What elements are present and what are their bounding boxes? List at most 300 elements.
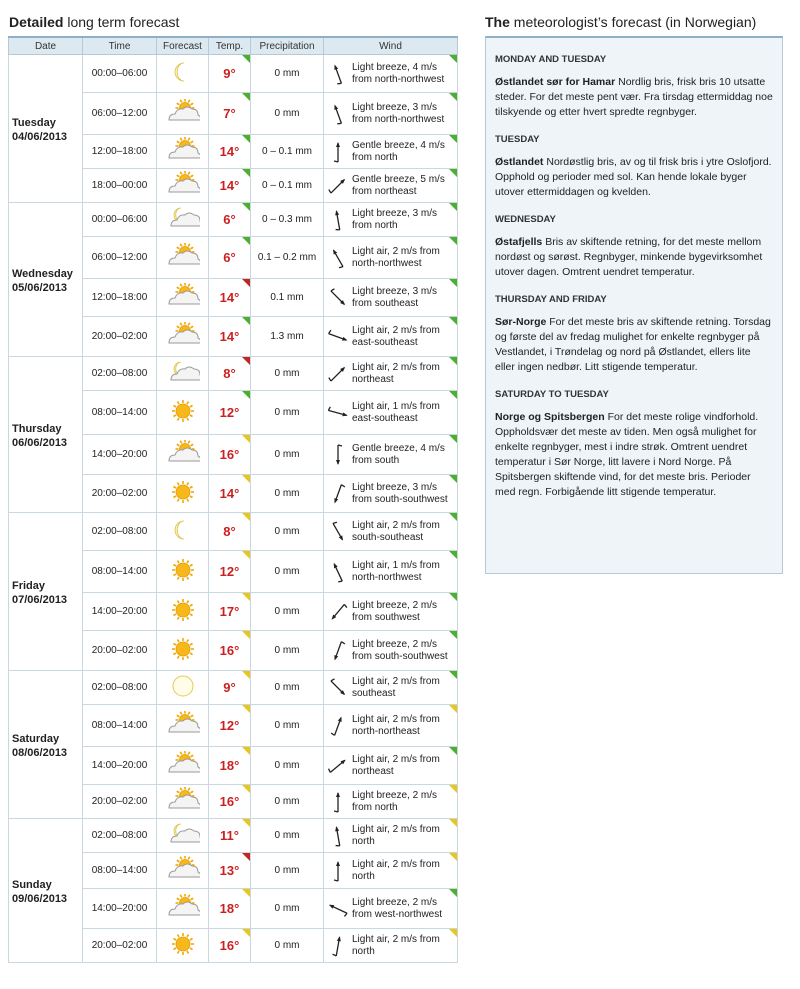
sun-icon [166, 597, 200, 623]
detailed-forecast-panel [8, 14, 457, 963]
wind-description: Light air, 2 m/s from north [352, 823, 440, 847]
wind-indicator-triangle [449, 929, 457, 937]
wind-indicator-triangle [449, 475, 457, 483]
section-text [495, 410, 773, 500]
wind-arrow [324, 208, 352, 232]
sun-icon [166, 398, 200, 424]
forecast-icon-cell [157, 671, 209, 705]
wind-cell [324, 237, 458, 279]
time-cell: 08:00–14:00 [83, 391, 157, 435]
forecast-icon-cell [157, 435, 209, 475]
precipitation-cell: 1.3 mm [251, 317, 324, 357]
wind-indicator-triangle [449, 169, 457, 177]
section-text [495, 235, 773, 280]
precipitation-cell: 0 mm [251, 475, 324, 513]
wind-wrap [324, 174, 457, 198]
wind-arrow [324, 140, 352, 164]
temperature-indicator-triangle [242, 391, 250, 399]
wind-description: Light air, 2 m/s from north-northeast [352, 713, 440, 737]
section-place: Østlandet [495, 156, 544, 168]
temperature-cell [209, 593, 251, 631]
wind-direction-arrow-icon [326, 754, 350, 778]
day-date: 05/06/2013 [12, 282, 68, 294]
temperature-indicator-triangle [242, 135, 250, 143]
precipitation-cell: 0.1 – 0.2 mm [251, 237, 324, 279]
wind-arrow [324, 362, 352, 386]
temperature-value: 12° [219, 405, 240, 420]
wind-arrow [324, 639, 352, 663]
forecast-row [9, 819, 458, 853]
wind-indicator-triangle [449, 93, 457, 101]
precipitation-cell: 0 – 0.1 mm [251, 169, 324, 203]
day-name: Tuesday [12, 117, 56, 129]
section-heading: SATURDAY TO TUESDAY [495, 389, 609, 400]
precipitation-cell: 0 mm [251, 747, 324, 785]
detailed-forecast-title: Detailed long term forecast [9, 14, 180, 30]
precipitation-cell: 0 – 0.3 mm [251, 203, 324, 237]
forecast-icon-cell [157, 357, 209, 391]
section-text [495, 155, 773, 200]
wind-wrap [324, 754, 457, 778]
temperature-indicator-triangle [242, 435, 250, 443]
temperature-indicator-triangle [242, 279, 250, 287]
precipitation-cell: 0 mm [251, 889, 324, 929]
wind-cell [324, 435, 458, 475]
temperature-value: 14° [219, 329, 240, 344]
day-date: 08/06/2013 [12, 747, 68, 759]
temperature-cell [209, 169, 251, 203]
time-cell: 02:00–08:00 [83, 819, 157, 853]
sun-cloud-icon [166, 856, 200, 882]
date-cell [9, 819, 83, 963]
temperature-indicator-triangle [242, 671, 250, 679]
wind-direction-arrow-icon [326, 401, 350, 425]
header-date: Date [9, 37, 83, 55]
precipitation-cell: 0.1 mm [251, 279, 324, 317]
wind-indicator-triangle [449, 819, 457, 827]
date-cell [9, 203, 83, 357]
wind-description: Light breeze, 3 m/s from south-southwest [352, 481, 448, 505]
temperature-indicator-triangle [242, 203, 250, 211]
wind-wrap [324, 897, 457, 921]
wind-direction-arrow-icon [326, 62, 350, 86]
wind-indicator-triangle [449, 853, 457, 861]
forecast-icon-cell [157, 889, 209, 929]
section-place: Østafjells [495, 236, 543, 248]
forecast-row [9, 357, 458, 391]
wind-wrap [324, 246, 457, 270]
temperature-cell [209, 705, 251, 747]
wind-description: Light air, 1 m/s from north-northwest [352, 559, 440, 583]
forecast-icon-cell [157, 391, 209, 435]
forecast-icon-cell [157, 513, 209, 551]
wind-indicator-triangle [449, 357, 457, 365]
time-cell: 06:00–12:00 [83, 237, 157, 279]
wind-cell [324, 93, 458, 135]
temperature-value: 8° [223, 524, 236, 539]
wind-description: Light air, 2 m/s from northeast [352, 753, 440, 777]
forecast-row [9, 513, 458, 551]
temperature-indicator-triangle [242, 55, 250, 63]
temperature-value: 18° [219, 901, 240, 916]
wind-arrow [324, 600, 352, 624]
wind-direction-arrow-icon [326, 714, 350, 738]
temperature-indicator-triangle [242, 513, 250, 521]
header-forecast: Forecast [157, 37, 209, 55]
wind-description: Light air, 1 m/s from east-southeast [352, 400, 440, 424]
temperature-cell [209, 135, 251, 169]
forecast-icon-cell [157, 279, 209, 317]
wind-indicator-triangle [449, 671, 457, 679]
temperature-value: 13° [219, 863, 240, 878]
wind-indicator-triangle [449, 889, 457, 897]
temperature-indicator-triangle [242, 475, 250, 483]
time-cell: 00:00–06:00 [83, 203, 157, 237]
wind-description: Light air, 2 m/s from northeast [352, 361, 440, 385]
forecast-icon-cell [157, 55, 209, 93]
wind-cell [324, 279, 458, 317]
wind-cell [324, 203, 458, 237]
temperature-cell [209, 435, 251, 475]
sun-cloud-icon [166, 322, 200, 348]
sun-cloud-icon [166, 99, 200, 125]
wind-arrow [324, 676, 352, 700]
time-cell: 18:00–00:00 [83, 169, 157, 203]
precipitation-cell: 0 mm [251, 631, 324, 671]
wind-wrap [324, 824, 457, 848]
section-heading: THURSDAY AND FRIDAY [495, 294, 607, 305]
forecast-icon-cell [157, 785, 209, 819]
wind-description: Light air, 2 m/s from north-northwest [352, 245, 440, 269]
forecast-table-header [9, 37, 458, 55]
precipitation-cell: 0 mm [251, 593, 324, 631]
wind-cell [324, 135, 458, 169]
temperature-value: 6° [223, 212, 236, 227]
header-time: Time [83, 37, 157, 55]
temperature-cell [209, 357, 251, 391]
wind-wrap [324, 62, 457, 86]
time-cell: 14:00–20:00 [83, 747, 157, 785]
precipitation-cell: 0 mm [251, 55, 324, 93]
wind-cell [324, 705, 458, 747]
sun-cloud-icon [166, 283, 200, 309]
time-cell: 14:00–20:00 [83, 435, 157, 475]
forecast-icon-cell [157, 551, 209, 593]
temperature-indicator-triangle [242, 317, 250, 325]
precipitation-cell: 0 mm [251, 357, 324, 391]
wind-indicator-triangle [449, 705, 457, 713]
precipitation-cell: 0 mm [251, 671, 324, 705]
wind-indicator-triangle [449, 203, 457, 211]
forecast-row [9, 203, 458, 237]
wind-wrap [324, 140, 457, 164]
wind-wrap [324, 443, 457, 467]
wind-indicator-triangle [449, 513, 457, 521]
wind-cell [324, 357, 458, 391]
wind-cell [324, 317, 458, 357]
sun-cloud-icon [166, 440, 200, 466]
date-cell [9, 357, 83, 513]
temperature-cell [209, 785, 251, 819]
time-cell: 02:00–08:00 [83, 513, 157, 551]
temperature-indicator-triangle [242, 889, 250, 897]
date-cell [9, 55, 83, 203]
wind-arrow [324, 934, 352, 958]
wind-description: Light air, 2 m/s from north [352, 933, 440, 957]
sun-cloud-icon [166, 894, 200, 920]
wind-indicator-triangle [449, 747, 457, 755]
moon-cloud-icon [166, 821, 200, 847]
day-date: 07/06/2013 [12, 594, 68, 606]
temperature-indicator-triangle [242, 929, 250, 937]
forecast-icon-cell [157, 169, 209, 203]
precipitation-cell: 0 mm [251, 819, 324, 853]
header-wind: Wind [324, 37, 458, 55]
temperature-cell [209, 819, 251, 853]
time-cell: 12:00–18:00 [83, 279, 157, 317]
wind-description: Light breeze, 2 m/s from southwest [352, 599, 438, 623]
temperature-value: 18° [219, 758, 240, 773]
wind-indicator-triangle [449, 317, 457, 325]
section-heading: TUESDAY [495, 134, 540, 145]
sun-icon [166, 931, 200, 957]
wind-wrap [324, 560, 457, 584]
meteorologist-forecast-text [485, 36, 783, 574]
wind-direction-arrow-icon [326, 600, 350, 624]
temperature-cell [209, 391, 251, 435]
temperature-cell [209, 929, 251, 963]
section-body: For det meste bris av skiftende retning. Torsdag og første del av fredag mulighet for enkelte regnbyger på Vestlandet, i Trøndelag og nord på Østlandet, ellers lite eller ingen nedbør. Litt stigende temperatur. [495, 316, 771, 373]
sun-icon [166, 479, 200, 505]
forecast-icon-cell [157, 93, 209, 135]
wind-wrap [324, 639, 457, 663]
temperature-value: 16° [219, 794, 240, 809]
wind-description: Light breeze, 4 m/s from north-northwest [352, 61, 445, 85]
moon-icon [166, 517, 200, 543]
wind-wrap [324, 208, 457, 232]
forecast-icon-cell [157, 135, 209, 169]
wind-direction-arrow-icon [326, 174, 350, 198]
temperature-value: 12° [219, 718, 240, 733]
wind-wrap [324, 790, 457, 814]
wind-direction-arrow-icon [326, 639, 350, 663]
wind-wrap [324, 401, 457, 425]
temperature-indicator-triangle [242, 785, 250, 793]
day-date: 04/06/2013 [12, 131, 68, 143]
wind-cell [324, 551, 458, 593]
wind-cell [324, 929, 458, 963]
wind-arrow [324, 482, 352, 506]
temperature-indicator-triangle [242, 169, 250, 177]
section-text [495, 75, 773, 120]
temperature-value: 14° [219, 486, 240, 501]
section-body: Nordlig bris, frisk bris 10 utsatte steder. For det meste pent vær. Fra tirsdag ettermiddag noe tilskyende og etter hvert spredte regnbyger. [495, 76, 773, 118]
temperature-indicator-triangle [242, 237, 250, 245]
wind-arrow [324, 754, 352, 778]
temperature-cell [209, 747, 251, 785]
time-cell: 08:00–14:00 [83, 705, 157, 747]
wind-arrow [324, 62, 352, 86]
temperature-value: 7° [223, 106, 236, 121]
wind-description: Light breeze, 3 m/s from southeast [352, 285, 438, 309]
temperature-indicator-triangle [242, 93, 250, 101]
precipitation-cell: 0 mm [251, 705, 324, 747]
temperature-indicator-triangle [242, 357, 250, 365]
wind-direction-arrow-icon [326, 246, 350, 270]
wind-arrow [324, 443, 352, 467]
wind-direction-arrow-icon [326, 934, 350, 958]
wind-arrow [324, 246, 352, 270]
wind-arrow [324, 174, 352, 198]
wind-arrow [324, 790, 352, 814]
wind-wrap [324, 859, 457, 883]
wind-description: Light air, 2 m/s from southeast [352, 675, 440, 699]
section-body: For det meste rolige vindforhold. Oppholdsvær det meste av tiden. Men også mulighet for enkelte regnbyger, mest i indre strøk. Omtrent uendret temperatur i Sør Norge, litt lavere i Nord Norge. På Spitsbergen skiftende vind, for det meste bris. Perioder med regn. Forbigående litt stigende temperatur. [495, 411, 759, 498]
temperature-cell [209, 853, 251, 889]
wind-description: Gentle breeze, 5 m/s from northeast [352, 173, 445, 197]
header-temp: Temp. [209, 37, 251, 55]
wind-arrow [324, 520, 352, 544]
wind-arrow [324, 859, 352, 883]
precipitation-cell: 0 mm [251, 853, 324, 889]
wind-indicator-triangle [449, 435, 457, 443]
time-cell: 20:00–02:00 [83, 929, 157, 963]
forecast-icon-cell [157, 317, 209, 357]
wind-description: Light breeze, 3 m/s from north [352, 207, 438, 231]
wind-cell [324, 593, 458, 631]
temperature-cell [209, 237, 251, 279]
temperature-indicator-triangle [242, 853, 250, 861]
temperature-cell [209, 475, 251, 513]
temperature-cell [209, 203, 251, 237]
temperature-value: 8° [223, 366, 236, 381]
temperature-cell [209, 889, 251, 929]
header-precipitation: Precipitation [251, 37, 324, 55]
wind-wrap [324, 102, 457, 126]
day-date: 06/06/2013 [12, 437, 68, 449]
section-heading: WEDNESDAY [495, 214, 556, 225]
wind-wrap [324, 286, 457, 310]
forecast-row [9, 55, 458, 93]
temperature-indicator-triangle [242, 705, 250, 713]
time-cell: 14:00–20:00 [83, 889, 157, 929]
forecast-icon-cell [157, 475, 209, 513]
wind-cell [324, 513, 458, 551]
sun-cloud-icon [166, 751, 200, 777]
moon-cloud-icon [166, 359, 200, 385]
forecast-icon-cell [157, 705, 209, 747]
wind-indicator-triangle [449, 391, 457, 399]
day-name: Thursday [12, 423, 62, 435]
forecast-row [9, 671, 458, 705]
forecast-icon-cell [157, 819, 209, 853]
wind-wrap [324, 362, 457, 386]
time-cell: 02:00–08:00 [83, 671, 157, 705]
day-name: Wednesday [12, 268, 73, 280]
section-text [495, 315, 773, 375]
wind-arrow [324, 824, 352, 848]
forecast-table [8, 36, 458, 963]
wind-description: Light breeze, 2 m/s from west-northwest [352, 896, 443, 920]
precipitation-cell: 0 mm [251, 435, 324, 475]
time-cell: 20:00–02:00 [83, 785, 157, 819]
temperature-cell [209, 513, 251, 551]
meteorologist-forecast-title: The meteorologist’s forecast (in Norwegian) [485, 14, 757, 30]
temperature-value: 16° [219, 447, 240, 462]
wind-cell [324, 819, 458, 853]
wind-direction-arrow-icon [326, 824, 350, 848]
temperature-value: 9° [223, 66, 236, 81]
wind-wrap [324, 325, 457, 349]
temperature-value: 12° [219, 564, 240, 579]
precipitation-cell: 0 mm [251, 551, 324, 593]
forecast-table-body [9, 55, 458, 963]
temperature-indicator-triangle [242, 747, 250, 755]
temperature-cell [209, 551, 251, 593]
precipitation-cell: 0 mm [251, 513, 324, 551]
wind-wrap [324, 600, 457, 624]
temperature-value: 6° [223, 250, 236, 265]
precipitation-cell: 0 mm [251, 391, 324, 435]
meteorologist-forecast-panel [485, 14, 783, 574]
temperature-value: 14° [219, 178, 240, 193]
wind-indicator-triangle [449, 785, 457, 793]
wind-indicator-triangle [449, 135, 457, 143]
precipitation-cell: 0 mm [251, 93, 324, 135]
temperature-cell [209, 317, 251, 357]
wind-arrow [324, 714, 352, 738]
section-body: Bris av skiftende retning, for det meste mellom nordøst og sørøst. Regnbyger, minkende bygevirksomhet utover dagen. Omtrent uendret temperatur. [495, 236, 763, 278]
wind-direction-arrow-icon [326, 443, 350, 467]
time-cell: 02:00–08:00 [83, 357, 157, 391]
wind-direction-arrow-icon [326, 140, 350, 164]
wind-indicator-triangle [449, 631, 457, 639]
section-place: Østlandet sør for Hamar [495, 76, 616, 88]
wind-direction-arrow-icon [326, 897, 350, 921]
temperature-indicator-triangle [242, 819, 250, 827]
wind-arrow [324, 897, 352, 921]
time-cell: 00:00–06:00 [83, 55, 157, 93]
wind-cell [324, 55, 458, 93]
forecast-icon-cell [157, 203, 209, 237]
day-name: Sunday [12, 879, 52, 891]
wind-description: Light breeze, 2 m/s from south-southwest [352, 638, 448, 662]
forecast-icon-cell [157, 237, 209, 279]
section-place: Sør-Norge [495, 316, 547, 328]
wind-arrow [324, 102, 352, 126]
time-cell: 12:00–18:00 [83, 135, 157, 169]
temperature-indicator-triangle [242, 631, 250, 639]
wind-cell [324, 853, 458, 889]
date-cell [9, 671, 83, 819]
time-cell: 06:00–12:00 [83, 93, 157, 135]
wind-indicator-triangle [449, 55, 457, 63]
wind-description: Gentle breeze, 4 m/s from south [352, 442, 445, 466]
wind-arrow [324, 286, 352, 310]
wind-wrap [324, 482, 457, 506]
moon-cloud-icon [166, 205, 200, 231]
section-heading: MONDAY AND TUESDAY [495, 54, 607, 65]
wind-arrow [324, 560, 352, 584]
wind-wrap [324, 934, 457, 958]
wind-description: Light breeze, 3 m/s from north-northwest [352, 101, 445, 125]
wind-direction-arrow-icon [326, 362, 350, 386]
temperature-value: 14° [219, 290, 240, 305]
wind-direction-arrow-icon [326, 482, 350, 506]
wind-cell [324, 475, 458, 513]
temperature-cell [209, 671, 251, 705]
wind-cell [324, 391, 458, 435]
